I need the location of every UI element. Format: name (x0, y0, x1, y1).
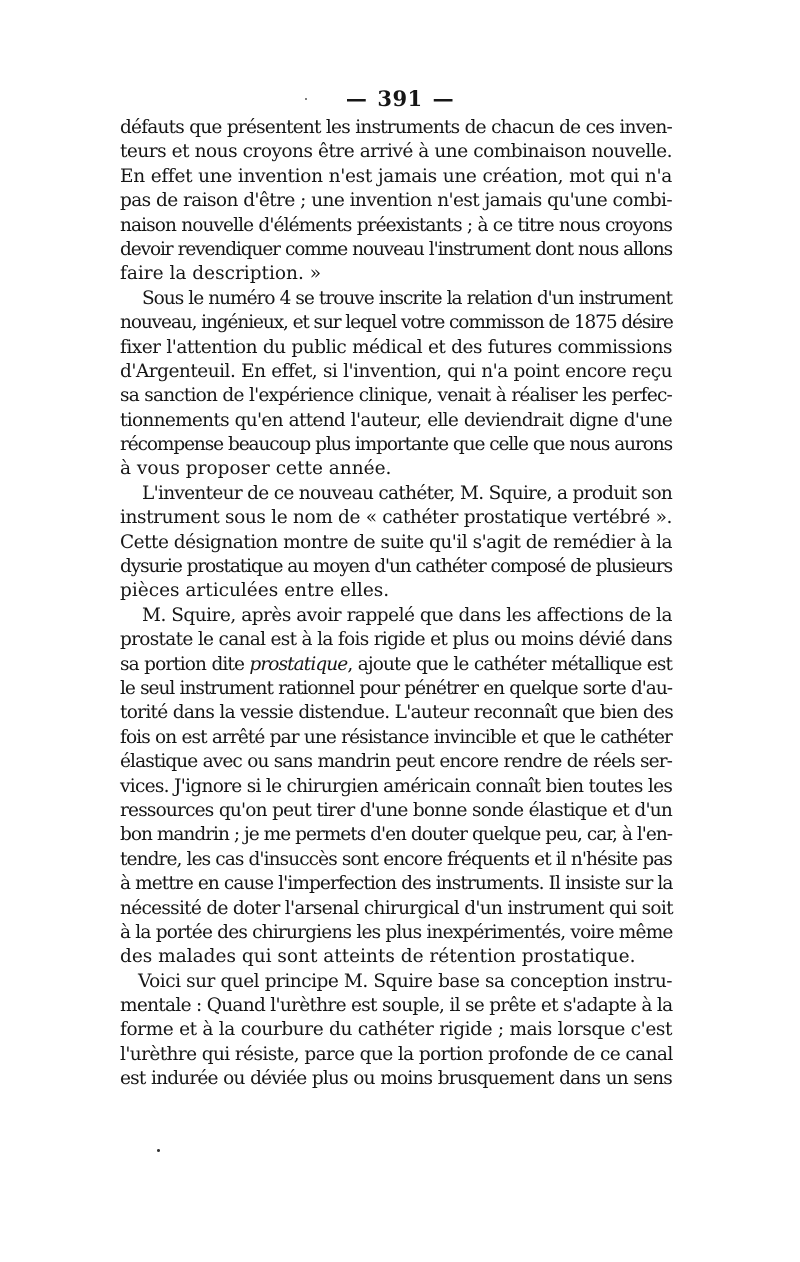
page-header (0, 86, 800, 111)
page-number: 391 (377, 86, 423, 111)
text-line: M. Squire, après avoir rappelé que dans les affections de la (142, 604, 672, 626)
text-line: d'Argenteuil. En effet, si l'invention, qui n'a point encore reçu (120, 360, 672, 382)
text-line: mentale : Quand l'urèthre est souple, il se prête et s'adapte à la (120, 995, 673, 1017)
text-line: tendre, les cas d'insuccès sont encore fréquents et il n'hésite pas (120, 848, 672, 870)
body-text (120, 116, 672, 1092)
text-line: ressources qu'on peut tirer d'une bonne sonde élastique et d'un (120, 799, 672, 821)
text-line: forme et à la courbure du cathéter rigide ; mais lorsque c'est (120, 1019, 672, 1041)
text-line: fois on est arrêté par une résistance invincible et que le cathéter (120, 726, 672, 748)
text-line: L'inventeur de ce nouveau cathéter, M. Squire, a produit son (142, 482, 673, 504)
text-line: En effet une invention n'est jamais une création, mot qui n'a (120, 165, 672, 187)
italic-term: prostatique (249, 653, 348, 675)
text-line: teurs et nous croyons être arrivé à une combinaison nouvelle. (120, 141, 672, 163)
text-line: nouveau, ingénieux, et sur lequel votre commisson de 1875 désire (120, 312, 673, 334)
text-line: le seul instrument rationnel pour pénétrer en quelque sorte d'au- (120, 677, 672, 699)
print-speck (157, 1149, 160, 1152)
header-dash-left: — (345, 86, 368, 111)
text-line: fixer l'attention du public médical et des futures commissions (120, 336, 672, 358)
text-line: faire la description. » (120, 263, 322, 285)
text-line: naison nouvelle d'éléments préexistants ; à ce titre nous croyons (120, 214, 672, 236)
text-run: , ajoute que le cathéter métallique est (347, 653, 672, 675)
text-line: Cette désignation montre de suite qu'il s'agit de remédier à la (120, 531, 673, 553)
text-line: nécessité de doter l'arsenal chirurgical d'un instrument qui soit (120, 897, 673, 919)
text-line: à la portée des chirurgiens les plus inexpérimentés, voire même (120, 921, 673, 943)
text-line: est indurée ou déviée plus ou moins brusquement dans un sens (120, 1068, 672, 1090)
text-line: récompense beaucoup plus importante que celle que nous aurons (120, 434, 672, 456)
text-run: sa portion dite (120, 653, 250, 675)
text-line: à mettre en cause l'imperfection des instruments. Il insiste sur la (120, 873, 673, 895)
text-line: bon mandrin ; je me permets d'en douter quelque peu, car, à l'en- (120, 824, 672, 846)
text-line: vices. J'ignore si le chirurgien américain connaît bien toutes les (120, 775, 673, 797)
text-line: des malades qui sont atteints de rétention prostatique. (120, 946, 636, 968)
text-line (120, 653, 672, 677)
text-line: défauts que présentent les instruments de chacun de ces inven- (120, 117, 672, 138)
text-line: Voici sur quel principe M. Squire base sa conception instru- (138, 970, 672, 992)
text-line: à vous proposer cette année. (120, 458, 392, 480)
text-line: pièces articulées entre elles. (120, 580, 390, 602)
text-line: devoir revendiquer comme nouveau l'instrument dont nous allons (120, 238, 672, 260)
text-line: instrument sous le nom de « cathéter prostatique vertébré ». (120, 507, 672, 529)
text-line: dysurie prostatique au moyen d'un cathéter composé de plusieurs (120, 556, 672, 578)
text-line: élastique avec ou sans mandrin peut encore rendre de réels ser- (120, 751, 672, 773)
header-dash-right: — (432, 86, 455, 111)
text-line: Sous le numéro 4 se trouve inscrite la relation d'un instrument (142, 287, 672, 309)
text-line: prostate le canal est à la fois rigide et plus ou moins dévié dans (120, 629, 672, 651)
text-line: torité dans la vessie distendue. L'auteur reconnaît que bien des (120, 702, 674, 724)
text-line: sa sanction de l'expérience clinique, venait à réaliser les perfec- (120, 385, 672, 407)
text-line: l'urèthre qui résiste, parce que la portion profonde de ce canal (120, 1043, 673, 1065)
text-line: tionnements qu'en attend l'auteur, elle deviendrait digne d'une (120, 409, 672, 431)
text-line: pas de raison d'être ; une invention n'est jamais qu'une combi- (120, 190, 672, 212)
